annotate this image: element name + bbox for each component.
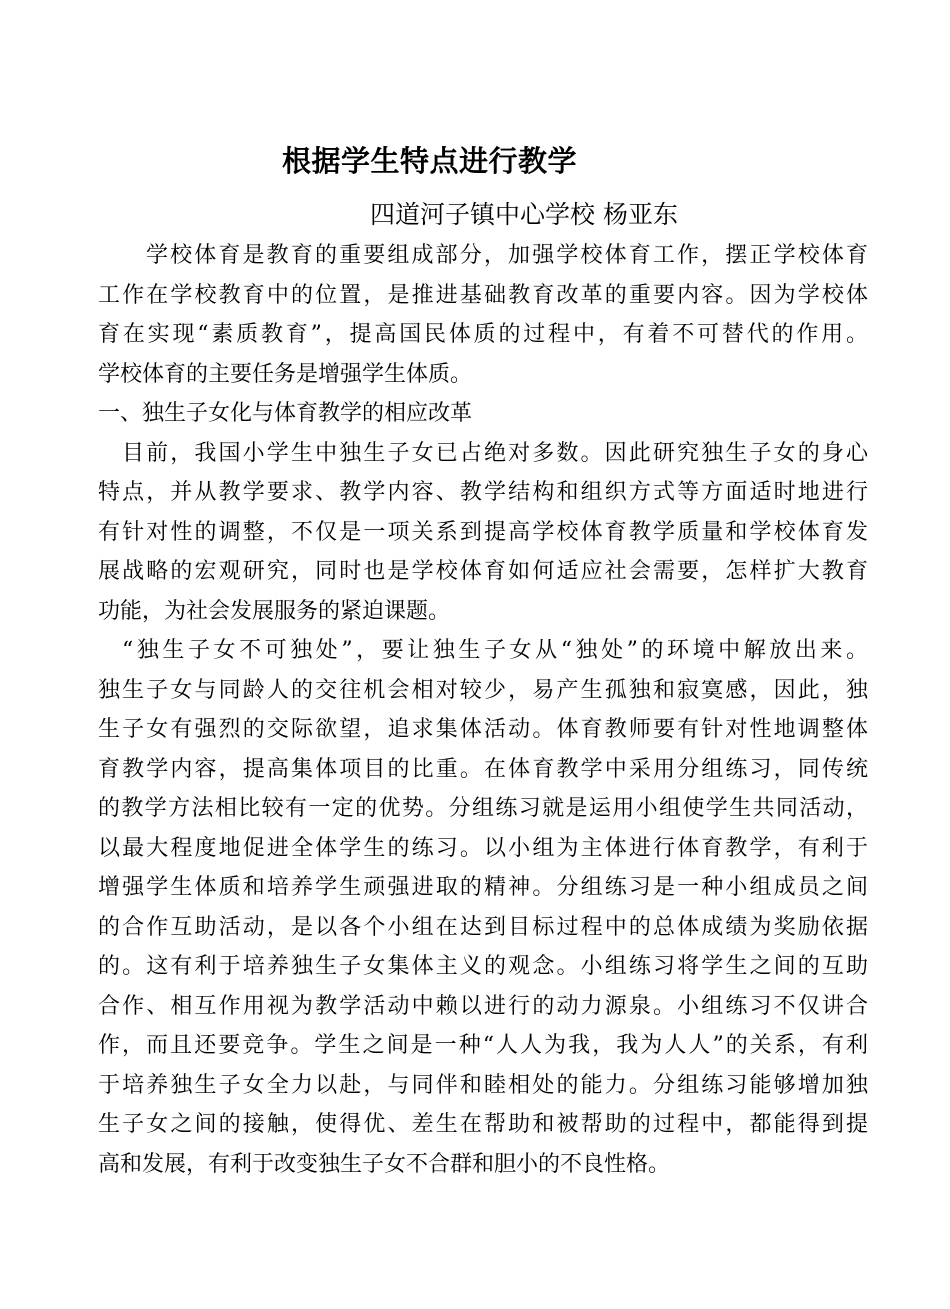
author-byline: 四道河子镇中心学校 杨亚东: [370, 200, 678, 229]
paragraph-line: 的。这有利于培养独生子女集体主义的观念。小组练习将学生之间的互助: [98, 954, 868, 979]
paragraph-line: 生子女有强烈的交际欲望，追求集体活动。体育教师要有针对性地调整体: [98, 717, 868, 742]
paragraph-line: 展战略的宏观研究，同时也是学校体育如何适应社会需要，怎样扩大教育: [98, 559, 868, 584]
paragraph-line: 学校体育是教育的重要组成部分，加强学校体育工作，摆正学校体育: [146, 243, 868, 268]
document-body: [98, 236, 868, 1184]
paragraph-line: 作，而且还要竞争。学生之间是一种“人人为我，我为人人”的关系，有利: [98, 1033, 868, 1058]
paragraph-line: 于培养独生子女全力以赴，与同伴和睦相处的能力。分组练习能够增加独: [98, 1072, 868, 1098]
document-title: 根据学生特点进行教学: [282, 144, 578, 178]
paragraph-line: 育教学内容，提高集体项目的比重。在体育教学中采用分组练习，同传统: [98, 756, 868, 782]
paragraph-line: 功能，为社会发展服务的紧迫课题。: [98, 598, 451, 624]
paragraph-line: 育在实现“素质教育”，提高国民体质的过程中，有着不可替代的作用。: [98, 322, 868, 347]
paragraph-line: 的教学方法相比较有一定的优势。分组练习就是运用小组使学生共同活动，: [98, 796, 868, 821]
paragraph-line: 目前，我国小学生中独生子女已占绝对多数。因此研究独生子女的身心: [122, 440, 868, 466]
paragraph-line: 独生子女与同龄人的交往机会相对较少，易产生孤独和寂寞感，因此，独: [98, 677, 868, 703]
paragraph-line: 特点，并从教学要求、教学内容、教学结构和组织方式等方面适时地进行: [98, 480, 868, 505]
paragraph-line: 工作在学校教育中的位置，是推进基础教育改革的重要内容。因为学校体: [98, 282, 868, 308]
paragraph-line: 增强学生体质和培养学生顽强进取的精神。分组练习是一种小组成员之间: [98, 875, 868, 900]
paragraph-line: 的合作互助活动，是以各个小组在达到目标过程中的总体成绩为奖励依据: [98, 914, 868, 940]
paragraph-line: 以最大程度地促进全体学生的练习。以小组为主体进行体育教学，有利于: [98, 835, 868, 861]
paragraph-line: 学校体育的主要任务是增强学生体质。: [98, 361, 473, 387]
section-heading: 一、独生子女化与体育教学的相应改革: [98, 401, 473, 426]
paragraph-line: 合作、相互作用视为教学活动中赖以进行的动力源泉。小组练习不仅讲合: [98, 993, 868, 1019]
paragraph-line: “独生子女不可独处”，要让独生子女从“独处”的环境中解放出来。: [122, 638, 868, 663]
paragraph-line: 高和发展，有利于改变独生子女不合群和胆小的不良性格。: [98, 1151, 671, 1177]
paragraph-line: 生子女之间的接触，使得优、差生在帮助和被帮助的过程中，都能得到提: [98, 1112, 868, 1137]
paragraph-line: 有针对性的调整，不仅是一项关系到提高学校体育教学质量和学校体育发: [98, 519, 868, 545]
